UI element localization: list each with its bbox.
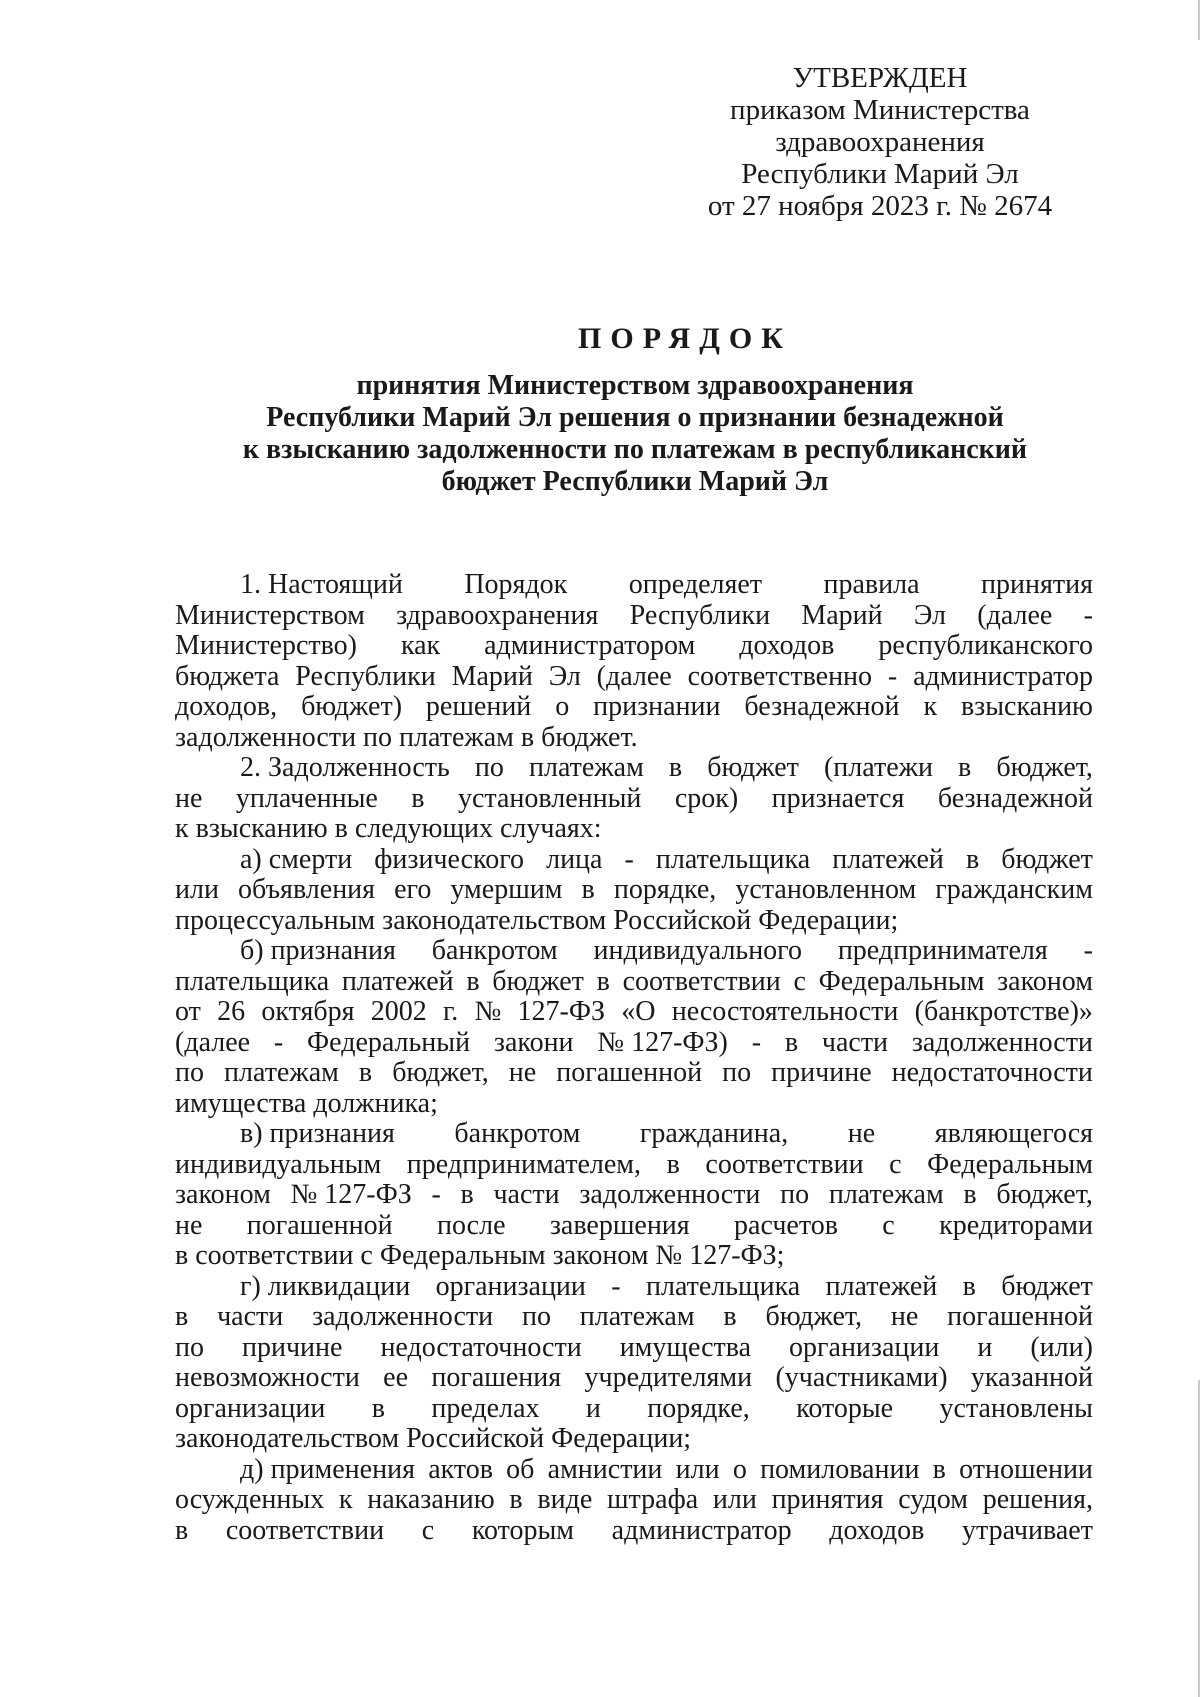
- body-word: или: [175, 874, 219, 905]
- body-word: индивидуального: [593, 935, 802, 966]
- body-word: 2002: [370, 996, 427, 1027]
- body-word: бюджет,: [996, 752, 1093, 783]
- body-word: части: [217, 1301, 284, 1332]
- body-line: [175, 1363, 1093, 1394]
- body-word: причине: [771, 1057, 872, 1088]
- body-word: администратор: [913, 660, 1093, 692]
- body-word: плательщика: [175, 965, 330, 997]
- body-word: определяет: [628, 569, 763, 600]
- body-word: к взысканию в следующих случаях:: [175, 813, 602, 844]
- body-word: которые: [796, 1392, 894, 1424]
- body-word: признается: [771, 782, 905, 814]
- body-word: в: [358, 1057, 373, 1088]
- body-line: [175, 1119, 1093, 1150]
- body-word: законом: [175, 1179, 271, 1210]
- body-word: (далее: [596, 660, 672, 692]
- body-word: погашенной: [947, 1301, 1093, 1332]
- body-word: в: [668, 752, 683, 783]
- body-word: бюджет: [1001, 843, 1093, 875]
- body-word: -: [751, 1026, 762, 1058]
- body-word: не: [175, 1209, 203, 1241]
- body-word: правила: [823, 569, 920, 600]
- body-word: указанной: [970, 1362, 1093, 1393]
- body-word: в: [963, 1179, 977, 1210]
- body-line: [175, 753, 1093, 784]
- body-word: погашения: [431, 1362, 562, 1393]
- body-word: к: [923, 691, 938, 722]
- body-word: б) признания: [240, 935, 396, 966]
- body-word: порядке,: [613, 874, 717, 905]
- body-word: -: [273, 1026, 284, 1058]
- body-word: здравоохранения: [396, 599, 599, 631]
- body-word: Порядок: [464, 569, 568, 600]
- body-word: его: [394, 874, 432, 905]
- body-word: платежей: [832, 843, 944, 875]
- body-word: Эл: [913, 599, 946, 631]
- body-word: после: [436, 1209, 506, 1241]
- subtitle-line: принятия Министерством здравоохранения: [356, 370, 914, 401]
- body-word: платежам: [224, 1057, 339, 1088]
- body-word: срок): [674, 782, 739, 814]
- body-word: пределах: [431, 1392, 540, 1424]
- body-word: не: [508, 1057, 537, 1088]
- body-word: отношении: [959, 1453, 1093, 1485]
- body-line: [175, 1150, 1093, 1181]
- body-line: [175, 1485, 1093, 1516]
- body-word: Федеральный: [307, 1026, 471, 1058]
- body-word: №: [474, 996, 502, 1027]
- body-word: соответствии: [705, 1148, 864, 1180]
- body-word: невозможности: [175, 1362, 360, 1393]
- body-word: (или): [1030, 1331, 1093, 1363]
- body-word: объявления: [238, 874, 376, 905]
- body-word: части: [821, 1026, 889, 1058]
- body-word: установленном: [735, 874, 917, 905]
- body-word: законодательством Российской Федерации;: [175, 1423, 692, 1454]
- subtitle-line: к взысканию задолженности по платежам в республиканский: [242, 434, 1028, 465]
- body-word: имущества: [619, 1331, 752, 1363]
- body-line: [175, 1272, 1093, 1303]
- body-word: амнистии: [547, 1453, 663, 1485]
- body-word: принятия: [771, 1484, 884, 1515]
- body-word: безнадежной: [937, 782, 1093, 814]
- body-word: платежей: [825, 1270, 938, 1302]
- body-word: соответственно: [687, 660, 873, 692]
- body-word: Федеральным: [927, 1148, 1093, 1180]
- body-word: в: [175, 1514, 189, 1546]
- body-word: «О: [621, 996, 656, 1027]
- body-word: Республики: [629, 599, 771, 631]
- body-word: и: [585, 1392, 601, 1424]
- body-word: бюджета: [175, 660, 280, 692]
- body-word: организации: [435, 1270, 586, 1302]
- body-word: доходов,: [175, 691, 278, 722]
- body-word: -: [431, 1179, 441, 1210]
- body-line: [175, 692, 1093, 723]
- body-word: платежам: [828, 1179, 944, 1210]
- body-word: администратор: [611, 1514, 792, 1546]
- body-line: [175, 784, 1093, 815]
- body-word: или: [712, 1484, 757, 1515]
- body-word: кредиторами: [939, 1209, 1093, 1241]
- body-word: по: [175, 1331, 204, 1363]
- body-word: судом: [898, 1484, 968, 1515]
- body-word: соответствии: [225, 1514, 385, 1546]
- body-word: Эл: [548, 660, 581, 692]
- body-word: физического: [374, 843, 525, 875]
- body-word: актов: [428, 1453, 493, 1485]
- body-word: 1. Настоящий: [240, 569, 403, 600]
- approval-line: от 27 ноября 2023 г. № 2674: [707, 190, 1053, 222]
- body-word: решения,: [982, 1484, 1093, 1515]
- document-title: ПОРЯДОК: [578, 322, 792, 355]
- body-line: [175, 845, 1093, 876]
- document-body: [175, 570, 1093, 1546]
- body-word: как: [400, 630, 441, 661]
- body-line: [175, 936, 1093, 967]
- approval-line: здравоохранения: [775, 126, 985, 158]
- body-word: 127-ФЗ: [517, 996, 606, 1027]
- body-word: являющегося: [934, 1118, 1093, 1149]
- body-word: расчетов: [734, 1209, 838, 1241]
- body-line: [175, 997, 1093, 1028]
- body-word: признании: [593, 691, 721, 722]
- body-word: завершения: [549, 1209, 690, 1241]
- body-word: Республики: [295, 660, 436, 692]
- body-word: в: [371, 1392, 385, 1424]
- body-word: не: [890, 1301, 919, 1332]
- body-word: недостаточности: [891, 1057, 1093, 1088]
- body-word: в: [666, 1148, 680, 1180]
- body-word: по: [521, 1301, 551, 1332]
- body-word: в: [460, 1179, 474, 1210]
- body-word: бюджет,: [765, 1301, 863, 1332]
- approval-line: приказом Министерства: [730, 94, 1030, 126]
- body-word: бюджет,: [392, 1057, 489, 1088]
- body-line: [175, 1424, 1093, 1455]
- body-word: (участниками): [775, 1362, 948, 1393]
- body-word: уплаченные: [235, 782, 378, 814]
- body-word: лица: [546, 843, 603, 875]
- body-line: [175, 570, 1093, 601]
- body-word: бюджет,: [996, 1179, 1093, 1210]
- body-word: доходов: [829, 1514, 925, 1546]
- body-word: гражданина,: [639, 1118, 789, 1149]
- body-word: с: [421, 1514, 435, 1546]
- body-line: [175, 875, 1093, 906]
- body-word: о: [555, 691, 570, 722]
- body-line: [175, 906, 1093, 937]
- body-word: безнадежной: [744, 691, 900, 722]
- body-word: соответствии: [622, 965, 781, 997]
- body-line: [175, 1302, 1093, 1333]
- body-word: причине: [241, 1331, 343, 1363]
- body-word: 26: [217, 996, 246, 1027]
- body-word: с: [882, 1209, 895, 1241]
- body-word: в) признания: [240, 1118, 395, 1149]
- body-word: принятия: [981, 569, 1093, 600]
- body-word: д) применения: [240, 1453, 415, 1485]
- body-word: платежам: [579, 1301, 695, 1332]
- body-word: наказанию: [367, 1484, 495, 1515]
- body-line: [175, 631, 1093, 662]
- body-line: [175, 1058, 1093, 1089]
- body-word: в: [581, 874, 595, 905]
- body-line: [175, 1211, 1093, 1242]
- body-line: [175, 1241, 1093, 1272]
- body-word: платежам: [528, 752, 644, 783]
- body-word: (далее: [175, 1026, 251, 1058]
- body-word: несостоятельности: [671, 996, 899, 1027]
- body-word: умершим: [450, 874, 563, 905]
- body-word: не: [175, 782, 203, 814]
- body-line: [175, 814, 1093, 845]
- body-word: по: [175, 1057, 204, 1088]
- body-word: бюджет: [492, 965, 584, 997]
- body-word: к: [338, 1484, 353, 1515]
- body-line: [175, 1180, 1093, 1211]
- body-word: осужденных: [175, 1484, 325, 1515]
- body-word: г.: [442, 996, 459, 1027]
- body-word: помиловании: [760, 1453, 920, 1485]
- body-word: предпринимателем,: [406, 1148, 642, 1180]
- body-word: процессуальным законодательством Российской Федерации;: [175, 904, 899, 936]
- document-subtitle: [170, 370, 1100, 498]
- body-word: Министерством: [175, 599, 365, 631]
- body-word: не: [847, 1118, 876, 1149]
- body-word: в: [723, 1301, 737, 1332]
- body-word: № 127-ФЗ: [290, 1179, 412, 1210]
- body-word: в соответствии с Федеральным законом № 127-ФЗ;: [175, 1240, 785, 1271]
- body-line: [175, 1333, 1093, 1364]
- body-word: индивидуальным: [175, 1148, 382, 1180]
- body-word: закони: [493, 1026, 574, 1058]
- body-word: недостаточности: [380, 1331, 582, 1363]
- body-word: Министерство): [175, 630, 357, 661]
- body-word: в: [965, 843, 980, 875]
- body-word: плательщика: [655, 843, 811, 875]
- body-word: ее: [383, 1362, 409, 1393]
- body-word: которым: [471, 1514, 575, 1546]
- body-word: администратором: [484, 630, 696, 661]
- body-word: задолженности: [312, 1301, 494, 1332]
- body-word: (далее: [977, 599, 1053, 631]
- body-word: г) ликвидации: [240, 1270, 411, 1302]
- body-word: Марий: [801, 599, 883, 631]
- body-word: -: [887, 660, 898, 692]
- body-word: организации: [175, 1392, 326, 1424]
- body-line: [175, 723, 1093, 754]
- body-word: взысканию: [960, 691, 1093, 722]
- body-word: решений: [425, 691, 532, 722]
- body-word: с: [793, 965, 806, 997]
- body-word: порядке,: [647, 1392, 750, 1424]
- body-word: и: [977, 1331, 993, 1363]
- body-word: установленный: [457, 782, 642, 814]
- body-line: [175, 967, 1093, 998]
- body-word: Марий: [451, 660, 533, 692]
- body-word: или: [675, 1453, 720, 1485]
- body-word: погашенной: [246, 1209, 393, 1241]
- approval-line: Республики Марий Эл: [741, 158, 1019, 190]
- body-word: 2. Задолженность: [240, 752, 450, 783]
- body-word: с: [889, 1148, 902, 1180]
- body-word: части: [493, 1179, 560, 1210]
- body-word: Федеральным: [818, 965, 985, 997]
- body-word: бюджет: [707, 752, 799, 783]
- approval-line: УТВЕРЖДЕН: [792, 62, 968, 94]
- body-word: по: [780, 1179, 810, 1210]
- body-word: плательщика: [645, 1270, 801, 1302]
- body-line: [175, 1089, 1093, 1120]
- body-word: бюджет): [301, 691, 403, 722]
- body-word: утрачивает: [962, 1514, 1093, 1546]
- body-word: бюджет: [1001, 1270, 1093, 1302]
- body-word: задолженности: [911, 1026, 1093, 1058]
- body-word: республиканского: [878, 630, 1093, 661]
- body-line: [175, 1516, 1093, 1547]
- body-word: в: [509, 1484, 523, 1515]
- body-line: [175, 1455, 1093, 1486]
- body-word: задолженности по платежам в бюджет.: [175, 721, 638, 753]
- body-word: в: [962, 1270, 976, 1302]
- body-word: гражданским: [935, 874, 1093, 905]
- body-word: (банкротстве)»: [914, 996, 1093, 1027]
- body-word: в: [175, 1301, 189, 1332]
- body-word: в: [958, 752, 972, 783]
- body-word: а) смерти: [240, 843, 353, 875]
- body-word: в: [411, 782, 425, 814]
- body-line: [175, 1394, 1093, 1425]
- body-line: [175, 1028, 1093, 1059]
- body-word: штрафа: [607, 1484, 699, 1515]
- body-word: доходов: [739, 630, 835, 661]
- body-word: (платежи: [823, 752, 933, 783]
- body-word: банкротом: [431, 935, 558, 966]
- body-word: имущества должника;: [175, 1087, 438, 1119]
- body-word: № 127-ФЗ): [597, 1026, 728, 1058]
- body-word: -: [1083, 935, 1093, 966]
- body-word: -: [624, 843, 634, 875]
- body-line: [175, 601, 1093, 632]
- body-word: -: [1083, 599, 1093, 631]
- body-word: задолженности: [579, 1179, 761, 1210]
- body-line: [175, 662, 1093, 693]
- body-word: от: [175, 996, 201, 1027]
- body-word: по: [474, 752, 504, 783]
- body-word: по: [722, 1057, 752, 1088]
- body-word: виде: [537, 1484, 593, 1515]
- approval-stamp: [680, 62, 1080, 222]
- body-word: в: [932, 1453, 946, 1485]
- body-word: -: [611, 1270, 621, 1302]
- body-word: погашенной: [556, 1057, 703, 1088]
- body-word: о: [732, 1453, 747, 1485]
- body-word: банкротом: [454, 1118, 581, 1149]
- body-word: организации: [789, 1331, 940, 1363]
- body-word: в: [596, 965, 610, 997]
- body-word: законом: [997, 965, 1093, 997]
- body-word: предпринимателя: [837, 935, 1048, 966]
- body-word: платежей: [341, 965, 454, 997]
- document-title-block: [0, 322, 1200, 356]
- body-word: в: [466, 965, 480, 997]
- body-word: октября: [261, 996, 355, 1027]
- subtitle-line: Республики Марий Эл решения о признании безнадежной: [266, 402, 1004, 433]
- body-word: учредителями: [584, 1362, 753, 1393]
- body-word: об: [506, 1453, 535, 1485]
- body-word: установлены: [939, 1392, 1093, 1424]
- body-word: в: [784, 1026, 799, 1058]
- subtitle-line: бюджет Республики Марий Эл: [441, 466, 829, 497]
